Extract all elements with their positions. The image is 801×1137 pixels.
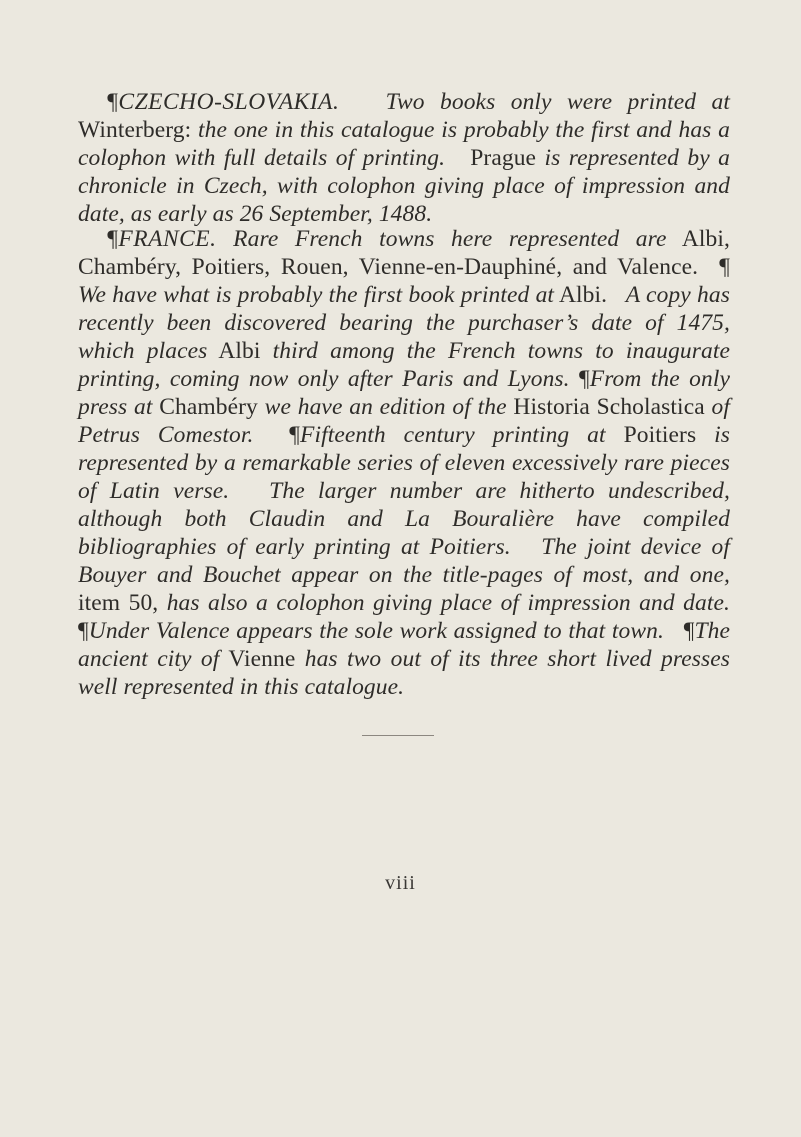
page-number: viii (385, 872, 416, 894)
text-run: the one in this catalogue is probably the first and has a colophon with full details of printing. (78, 117, 730, 171)
paragraph-czechoslovakia (78, 88, 730, 228)
section-divider (362, 735, 434, 736)
text-run: The larger number are hitherto undescribed, although both Claudin and La Bouralière have compiled bibliographies of early printing at Poitiers. (78, 478, 730, 560)
text-run: A copy has recently been discovered bearing the purchaser’s date of 1475, which places (78, 282, 730, 364)
text-run: Rare French towns here represented are (233, 226, 667, 252)
text-run: The joint device of Bouyer and Bouchet appear on the title-pages of most, and one, (78, 534, 730, 588)
pilcrow-icon: ¶ (719, 254, 730, 280)
place-name-winterberg: Winterberg: (78, 117, 192, 143)
text-run: is represented by a remarkable series of eleven excessively rare pieces of Latin verse. (78, 422, 730, 504)
text-run: we have an edition of the (264, 394, 507, 420)
place-name-chambery: Chambéry (159, 394, 258, 420)
text-run: has two out of its three short lived presses well represented in this catalogue. (78, 646, 730, 700)
text-run: From the only press at (78, 366, 730, 420)
pilcrow-icon: ¶ (289, 422, 301, 448)
pilcrow-icon: ¶ (78, 618, 89, 644)
book-title-historia: Historia Scholastica (513, 394, 705, 420)
text-run: Fifteenth century printing at (300, 422, 606, 448)
place-names-list: Albi, Chambéry, Poitiers, Rouen, Vienne-en-Dauphiné, and Valence. (78, 226, 730, 280)
text-run: of Petrus Comestor. (78, 394, 730, 448)
text-run: The ancient city of (78, 618, 730, 672)
section-heading-france: FRANCE. (118, 226, 217, 252)
text-run: third among the French towns to inaugurate printing, coming now only after Paris and Lyons. (78, 338, 730, 392)
pilcrow-icon: ¶ (106, 226, 119, 252)
text-run: is represented by a chronicle in Czech, with colophon giving place of impression and date, as early as 26 September, 1488. (78, 145, 730, 227)
pilcrow-icon: ¶ (106, 89, 119, 115)
pilcrow-icon: ¶ (683, 618, 695, 644)
place-name-albi: Albi. (558, 282, 608, 308)
text-run: Under Valence appears the sole work assigned to that town. (88, 618, 664, 644)
place-name-albi: Albi (218, 338, 261, 364)
place-name-prague: Prague (470, 145, 537, 171)
section-heading-czechoslovakia: CZECHO-SLOVAKIA. (118, 89, 340, 115)
pilcrow-icon: ¶ (578, 366, 590, 392)
paragraph-france (78, 225, 730, 701)
text-run: has also a colophon giving place of impression and date. (166, 590, 730, 616)
place-name-poitiers: Poitiers (623, 422, 697, 448)
place-name-vienne: Vienne (228, 646, 296, 672)
text-run: Two books only were printed at (385, 89, 730, 115)
item-reference: item 50, (78, 590, 159, 616)
text-run: We have what is probably the first book printed at (78, 282, 555, 308)
